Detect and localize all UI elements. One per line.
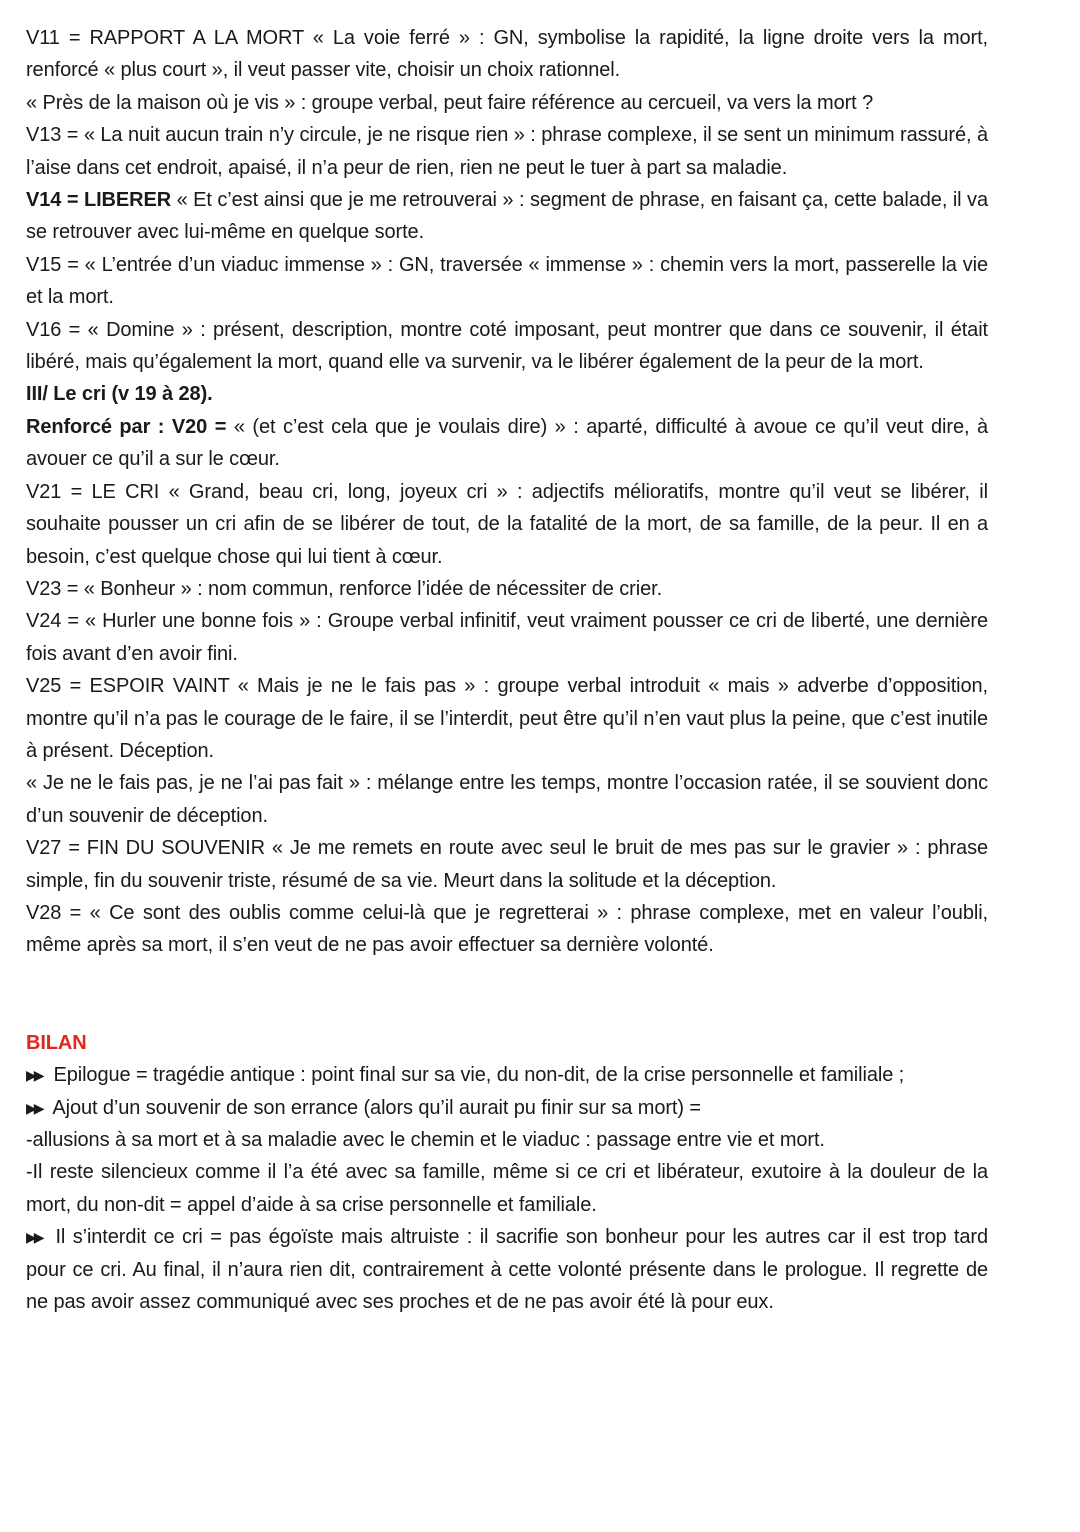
- double-arrow-icon: ▶▶: [26, 1067, 42, 1084]
- bilan-bullet-epilogue-text: Epilogue = tragédie antique : point final sur sa vie, du non-dit, de la crise personnelle et familiale ;: [53, 1064, 905, 1087]
- paragraph-v14-text: « Et c’est ainsi que je me retrouverai » : segment de phrase, en faisant ça, cette balade, il va se retrouver avec lui-même en quelque sorte.: [26, 189, 988, 244]
- paragraph-v21: V21 = LE CRI « Grand, beau cri, long, joyeux cri » : adjectifs mélioratifs, montre qu’il veut se libérer, il souhaite pousser un cri afin de se libérer de tout, de la fatalité de la mort, de sa famille, de la peur. Il en a besoin, c’est quelque chose qui lui tient à cœur.: [26, 480, 988, 568]
- paragraph-v24: V24 = « Hurler une bonne fois » : Groupe verbal infinitif, veut vraiment pousser ce cri de liberté, une dernière fois avant d’en avoir fini.: [26, 610, 988, 665]
- paragraph-v13: V13 = « La nuit aucun train n’y circule, je ne risque rien » : phrase complexe, il se sent un minimum rassuré, à l’aise dans cet endroit, apaisé, il n’a peur de rien, rien ne peut le tuer à part sa maladie.: [26, 124, 988, 179]
- bilan-title: BILAN: [26, 1031, 87, 1054]
- paragraph-v23: V23 = « Bonheur » : nom commun, renforce l’idée de nécessiter de crier.: [26, 577, 663, 600]
- bilan-bullet-souvenir-text: Ajout d’un souvenir de son errance (alors qu’il aurait pu finir sur sa mort) =: [52, 1096, 701, 1119]
- bilan-bullet-epilogue: [26, 1059, 988, 1091]
- double-arrow-icon: ▶▶: [26, 1099, 42, 1116]
- paragraph-fais-pas: « Je ne le fais pas, je ne l’ai pas fait » : mélange entre les temps, montre l’occasion ratée, il se souvient donc d’un souvenir de déception.: [26, 772, 988, 827]
- paragraph-v14-label: V14 = LIBERER: [26, 189, 172, 212]
- paragraph-maison: « Près de la maison où je vis » : groupe verbal, peut faire référence au cercueil, va vers la mort ?: [26, 91, 874, 114]
- paragraph-v15: V15 = « L’entrée d’un viaduc immense » : GN, traversée « immense » : chemin vers la mort, passerelle la vie et la mort.: [26, 253, 988, 309]
- paragraph-v28: V28 = « Ce sont des oublis comme celui-là que je regretterai » : phrase complexe, met en valeur l’oubli, même après sa mort, il s’en veut de ne pas avoir effectuer sa dernière volonté.: [26, 901, 988, 957]
- bilan-bullet-souvenir: [26, 1092, 988, 1124]
- paragraph-v14: [26, 184, 988, 249]
- section-spacer: [26, 962, 988, 1027]
- bilan-line-silencieux: -Il reste silencieux comme il l’a été avec sa famille, même si ce cri et libérateur, exutoire à la douleur de la mort, du non-dit = appel d’aide à sa crise personnelle et familiale.: [26, 1161, 988, 1216]
- document-page: [26, 22, 988, 1318]
- paragraph-v16: V16 = « Domine » : présent, description, montre coté imposant, peut montrer que dans ce souvenir, il était libéré, mais qu’également la mort, quand elle va survenir, va le libérer également de la peur de la mort.: [26, 318, 988, 374]
- section-heading-cri: III/ Le cri (v 19 à 28).: [26, 383, 213, 406]
- paragraph-v27: V27 = FIN DU SOUVENIR « Je me remets en route avec seul le bruit de mes pas sur le gravier » : phrase simple, fin du souvenir triste, résumé de sa vie. Meurt dans la solitude et la déception.: [26, 837, 988, 892]
- paragraph-v20-label: Renforcé par : V20 =: [26, 415, 227, 438]
- bilan-bullet-interdit-text: Il s’interdit ce cri = pas égoïste mais altruiste : il sacrifie son bonheur pour les autres car il est trop tard pour ce cri. Au final, il n’aura rien dit, contrairement à cette volonté présente dans le prologue. Il regrette de ne pas avoir assez communiqué avec ses proches et de ne pas avoir été là pour eux.: [26, 1226, 988, 1314]
- paragraph-v20: [26, 411, 988, 476]
- double-arrow-icon: ▶▶: [26, 1229, 42, 1246]
- paragraph-v20-text: « (et c’est cela que je voulais dire) » : aparté, difficulté à avoue ce qu’il veut dire, à avouer ce qu’il a sur le cœur.: [26, 415, 988, 471]
- bilan-bullet-interdit: [26, 1221, 988, 1318]
- paragraph-v11: V11 = RAPPORT A LA MORT « La voie ferré » : GN, symbolise la rapidité, la ligne droite vers la mort, renforcé « plus court », il veut passer vite, choisir un choix rationnel.: [26, 27, 988, 82]
- bilan-line-allusions: -allusions à sa mort et à sa maladie avec le chemin et le viaduc : passage entre vie et mort.: [26, 1129, 825, 1151]
- paragraph-v25: V25 = ESPOIR VAINT « Mais je ne le fais pas » : groupe verbal introduit « mais » adverbe d’opposition, montre qu’il n’a pas le courage de le faire, il se l’interdit, peut être qu’il n’en vaut plus la peine, que c’est inutile à présent. Déception.: [26, 675, 988, 762]
